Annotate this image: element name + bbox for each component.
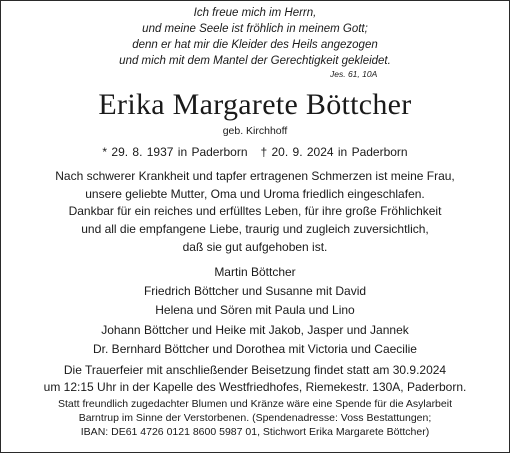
service-line: Die Trauerfeier mit anschließender Beisetzung findet statt am 30.9.2024 [63,363,447,377]
bible-verse [1,5,509,79]
mourner-line: Johann Böttcher und Heike mit Jakob, Jasper und Jannek [101,322,409,337]
verse-line: und mich mit dem Mantel der Gerechtigkeit gekleidet. [119,55,391,67]
message-line: Nach schwerer Krankheit und tapfer ertragenen Schmerzen ist meine Frau, [55,169,455,183]
verse-line: und meine Seele ist fröhlich in meinem Gott; [142,23,368,35]
mourner-line: Martin Böttcher [214,265,296,279]
verse-line: denn er hat mir die Kleider des Heils angezogen [132,39,378,51]
mourner-line: Helena und Sören mit Paula und Lino [155,303,355,318]
life-dates [1,144,509,160]
message-line: daß sie gut aufgehoben ist. [182,239,328,254]
mourners-list [1,263,509,359]
deceased-name: Erika Margarete Böttcher [98,88,412,121]
verse-line: Ich freue mich im Herrn, [193,7,317,19]
message-line: Dankbar für ein reiches und erfülltes Leben, für ihre große Fröhlichkeit [68,204,442,219]
donation-info [1,397,509,439]
birth-name: geb. Kirchhoff [222,125,288,137]
funeral-service-info [1,362,509,396]
message-line: unsere geliebte Mutter, Oma und Uroma friedlich eingeschlafen. [85,186,425,201]
mourner-line: Friedrich Böttcher und Susanne mit David [143,284,367,299]
donation-line: Barntrup im Sinne der Verstorbenen. (Spendenadresse: Voss Bestattungen; [78,412,432,424]
donation-line: IBAN: DE61 4726 0121 8600 5987 01, Stichwort Erika Margarete Böttcher) [80,426,430,438]
life-dates-text: * 29. 8. 1937 in Paderborn † 20. 9. 2024 in Paderborn [102,145,408,159]
obituary-message [1,168,509,257]
verse-reference: Jes. 61, 10A [330,69,378,79]
donation-line: Statt freundlich zugedachter Blumen und Kränze wäre eine Spende für die Asylarbeit [58,398,452,410]
mourner-line: Dr. Bernhard Böttcher und Dorothea mit Victoria und Caecilie [93,341,417,356]
service-line: um 12:15 Uhr in der Kapelle des Westfriedhofes, Riemekestr. 130A, Paderborn. [43,380,467,394]
message-line: und all die empfangene Liebe, traurig und zugleich zuversichtlich, [81,222,429,237]
